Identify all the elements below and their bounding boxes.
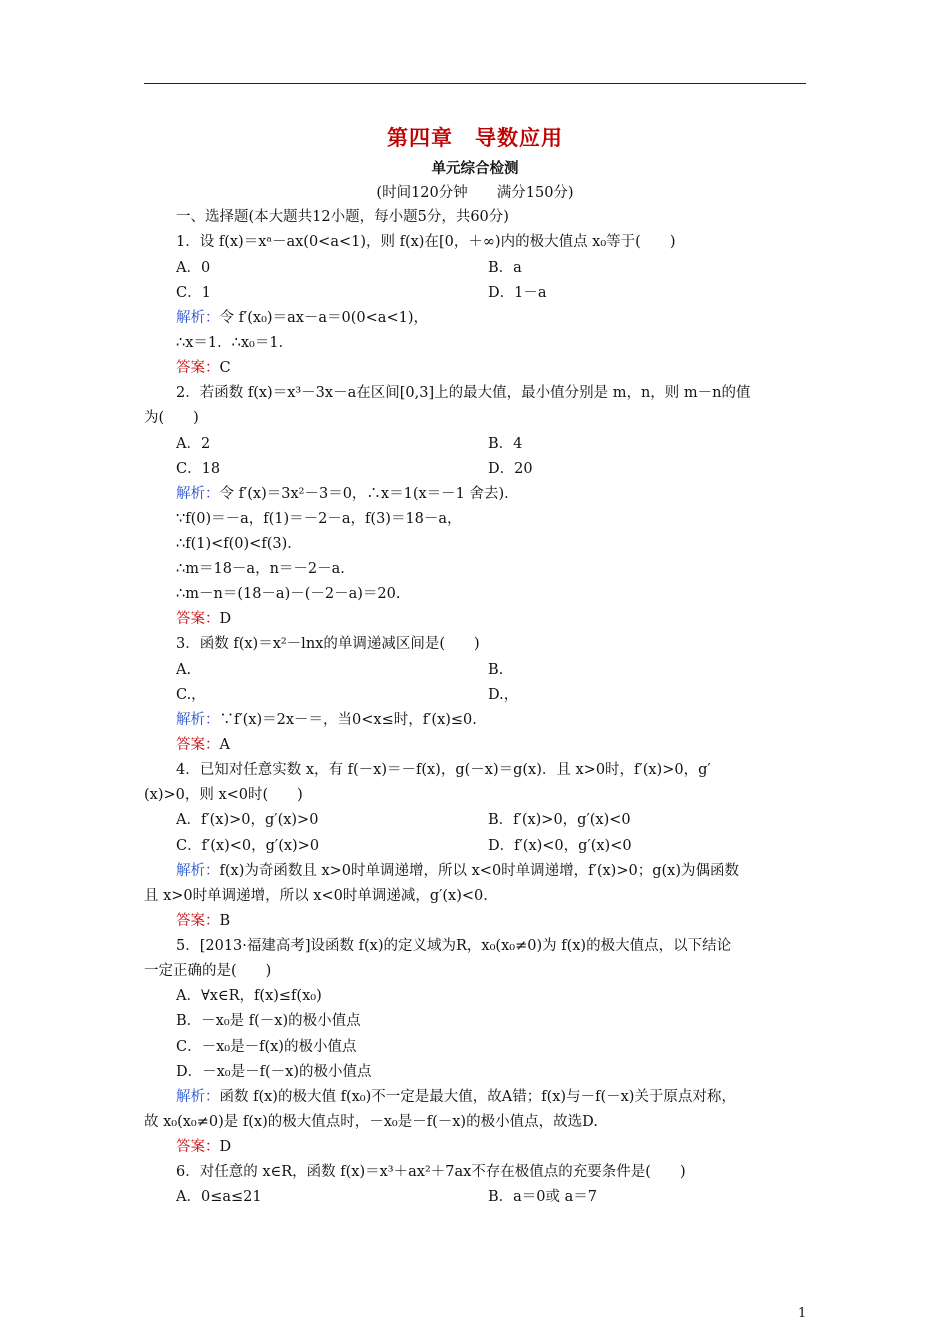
q5-solution-line-2: 故 x₀(x₀≠0)是 f(x)的极大值点时，－x₀是－f(－x)的极小值点，故选D. [144,1114,598,1130]
q1-option-c: C．1 [176,285,211,301]
question-3-stem: 3．函数 f(x)＝x²－lnx的单调递减区间是( ) [176,636,480,652]
q5-option-b: B．－x₀是 f(－x)的极小值点 [176,1013,361,1029]
answer-value: C [219,360,231,376]
solution-label: 解析： [176,486,220,502]
solution-label: 解析： [176,712,220,728]
solution-text: f(x)为奇函数且 x>0时单调递增，所以 x<0时单调递增，f′(x)>0；g(x)为偶函数 [219,863,739,879]
q2-solution-line-5: ∴m－n＝(18－a)－(－2－a)＝20. [176,586,401,602]
q3-option-a: A. [176,662,192,678]
question-2-stem: 2．若函数 f(x)＝x³－3x－a在区间[0,3]上的最大值，最小值分别是 m，n，则 m－n的值 [176,385,751,401]
q1-answer [176,358,231,378]
answer-label: 答案： [176,611,220,627]
exam-meta: (时间120分钟 满分150分) [376,185,574,201]
q2-option-d: D．20 [488,461,533,477]
question-5-stem: 5．[2013·福建高考]设函数 f(x)的定义域为R，x₀(x₀≠0)为 f(x)的极大值点，以下结论 [176,938,732,954]
q3-solution [176,710,477,730]
solution-text: 令 f′(x)＝3x²－3＝0，∴x＝1(x＝－1 舍去)． [219,486,519,502]
q1-option-d: D．1－a [488,285,547,301]
q2-answer [176,609,231,629]
page-number: 1 [798,1306,807,1321]
question-6-stem: 6．对任意的 x∈R，函数 f(x)＝x³＋ax²＋7ax不存在极值点的充要条件是( ) [176,1164,686,1180]
q5-option-a: A．∀x∈R，f(x)≤f(x₀) [176,988,322,1004]
q2-option-a: A．2 [176,436,211,452]
solution-label: 解析： [176,310,220,326]
solution-text: 令 f′(x₀)＝ax－a＝0(0<a<1)， [219,310,428,326]
q4-option-a: A．f′(x)>0，g′(x)>0 [176,812,319,828]
q6-option-a: A．0≤a≤21 [176,1189,262,1205]
q2-solution-line-2: ∵f(0)＝－a，f(1)＝－2－a，f(3)＝18－a， [176,511,462,527]
solution-label: 解析： [176,1089,220,1105]
q4-option-b: B．f′(x)>0，g′(x)<0 [488,812,631,828]
q3-option-c: C.， [176,687,206,703]
section-heading: 一、选择题(本大题共12小题，每小题5分，共60分) [176,209,509,225]
question-5-stem-cont: 一定正确的是( ) [144,963,272,979]
q6-option-b: B．a＝0或 a＝7 [488,1189,598,1205]
q5-answer [176,1137,231,1157]
q2-option-b: B．4 [488,436,523,452]
answer-value: A [219,737,230,753]
q4-option-d: D．f′(x)<0，g′(x)<0 [488,838,632,854]
q3-option-b: B. [488,662,504,678]
q1-option-a: A．0 [176,260,211,276]
chapter-title: 第四章 导数应用 [387,125,563,150]
answer-label: 答案： [176,1139,220,1155]
solution-label: 解析： [176,863,220,879]
q1-solution [176,308,428,328]
answer-label: 答案： [176,913,220,929]
answer-value: D [219,1139,232,1155]
q2-solution-line-3: ∴f(1)<f(0)<f(3)． [176,536,302,552]
header-rule [144,83,806,84]
q2-option-c: C．18 [176,461,221,477]
q3-option-d: D.， [488,687,519,703]
section-subtitle: 单元综合检测 [431,160,519,177]
question-4-stem-cont: (x)>0，则 x<0时( ) [144,787,303,803]
q4-option-c: C．f′(x)<0，g′(x)>0 [176,838,320,854]
answer-label: 答案： [176,737,220,753]
answer-value: B [219,913,231,929]
solution-text: 函数 f(x)的极大值 f(x₀)不一定是最大值，故A错；f(x)与－f(－x)关于原点对称， [219,1089,736,1105]
q2-solution [176,484,519,504]
q1-solution-line-2: ∴x＝1．∴x₀＝1． [176,335,294,351]
solution-text: ∵f′(x)＝2x－＝，当0<x≤时，f′(x)≤0. [219,712,477,728]
question-4-stem: 4．已知对任意实数 x，有 f(－x)＝－f(x)，g(－x)＝g(x)．且 x>0时，f′(x)>0，g′ [176,762,711,778]
question-2-stem-cont: 为( ) [144,410,199,426]
answer-value: D [219,611,232,627]
q4-answer [176,911,230,931]
q4-solution [176,861,739,881]
q5-solution [176,1087,736,1107]
answer-label: 答案： [176,360,220,376]
q5-option-d: D．－x₀是－f(－x)的极小值点 [176,1064,372,1080]
q1-option-b: B．a [488,260,522,276]
q4-solution-line-2: 且 x>0时单调递增，所以 x<0时单调递减，g′(x)<0. [144,888,488,904]
q3-answer [176,735,230,755]
q5-option-c: C．－x₀是－f(x)的极小值点 [176,1039,357,1055]
q2-solution-line-4: ∴m＝18－a，n＝－2－a. [176,561,345,577]
question-1-stem: 1．设 f(x)＝xᵃ－ax(0<a<1)，则 f(x)在[0，＋∞)内的极大值点 x₀等于( ) [176,234,676,250]
